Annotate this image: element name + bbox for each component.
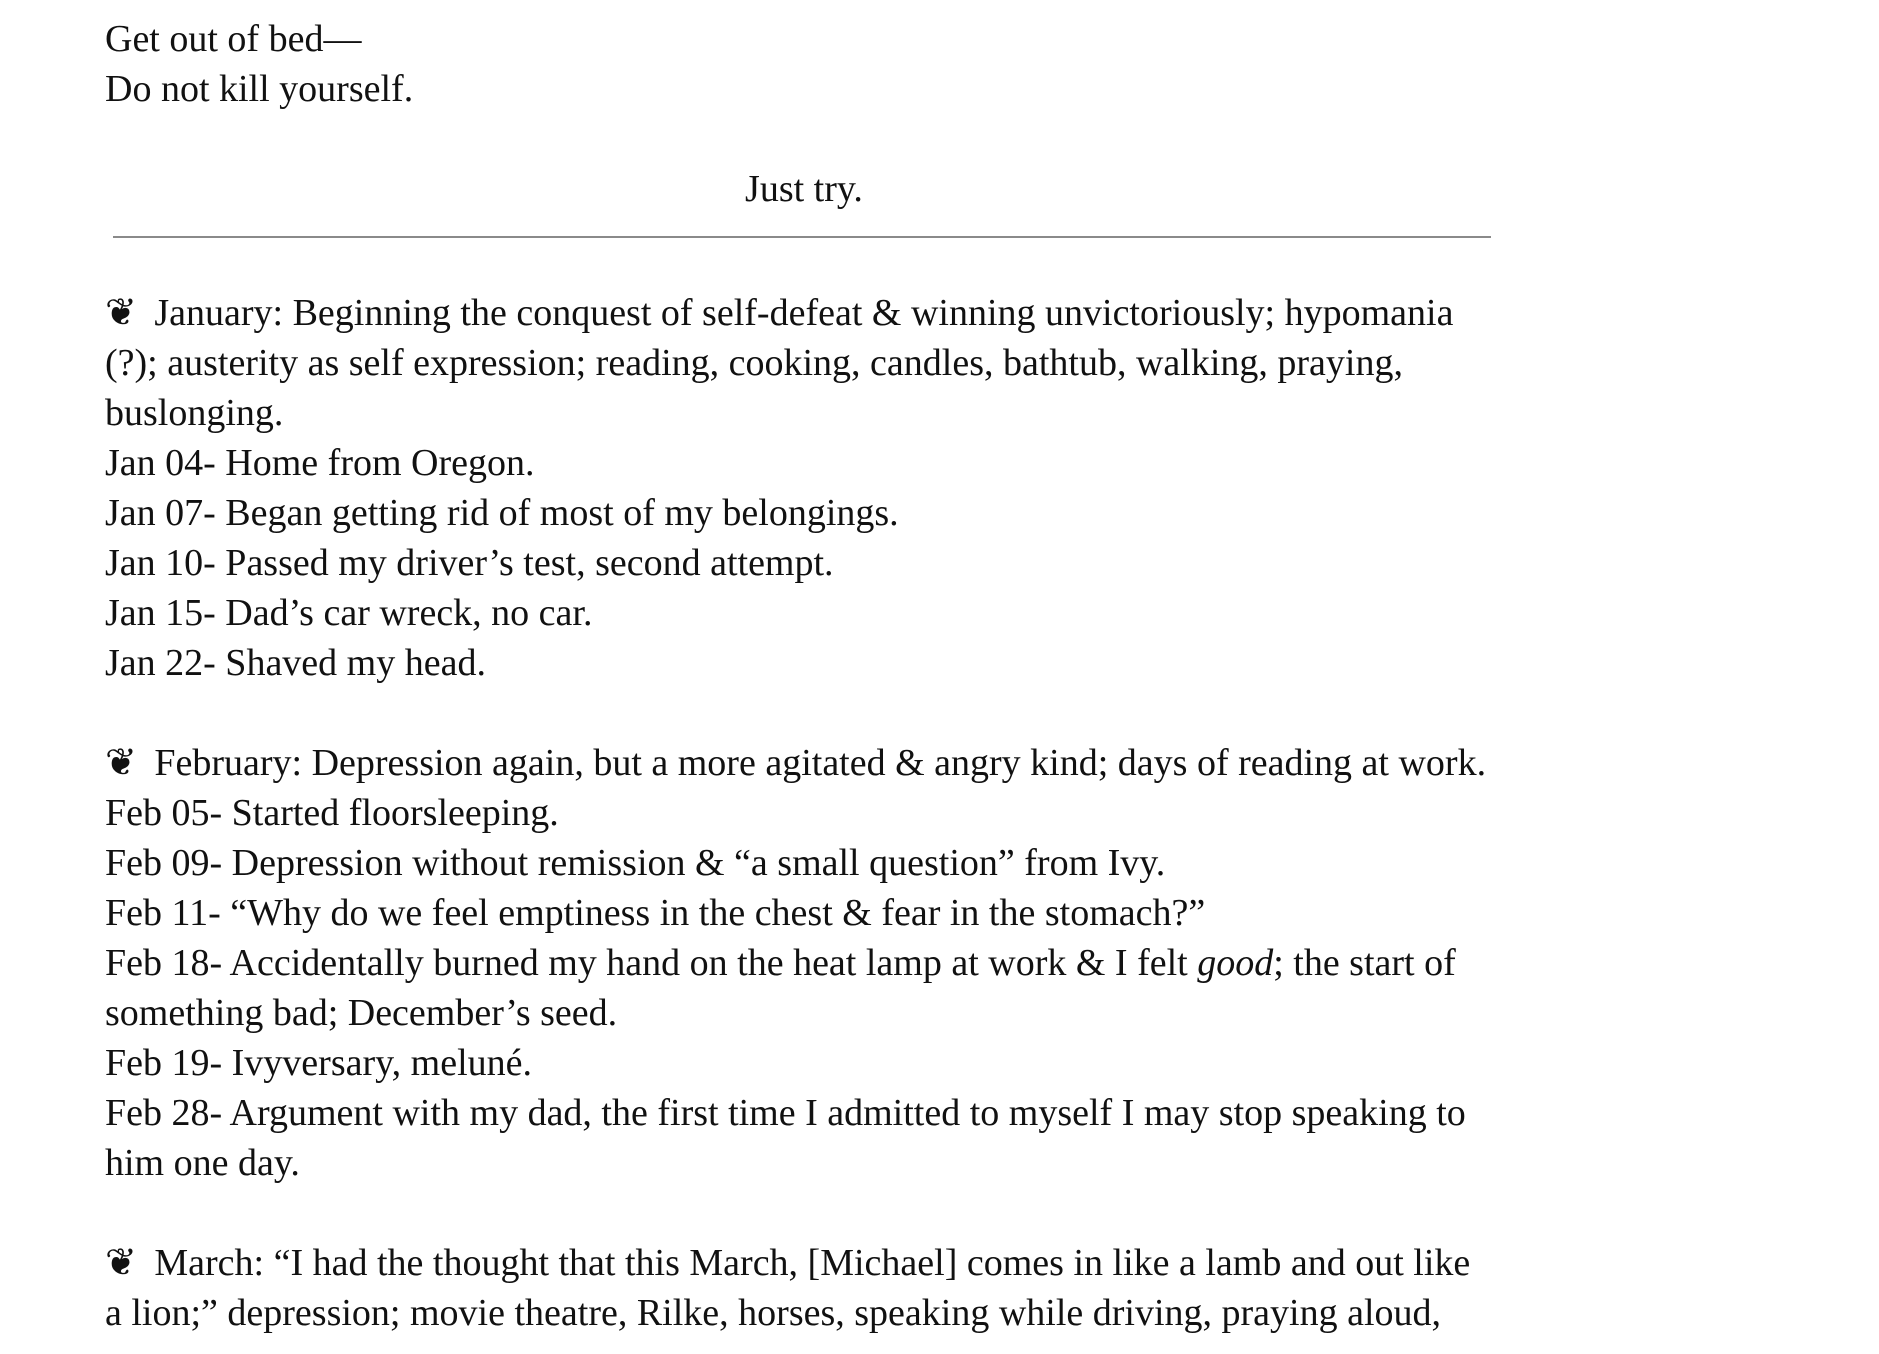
- section-february: [105, 738, 1495, 1188]
- fleuron-icon: ❦: [105, 742, 137, 784]
- section-heading: ❦ February: Depression again, but a more agitated & angry kind; days of reading at work.: [105, 738, 1495, 788]
- emphasis: good: [1197, 942, 1274, 984]
- list-item: Jan 07- Began getting rid of most of my belongings.: [105, 492, 899, 534]
- list-item: Feb 19- Ivyversary, meluné.: [105, 1042, 533, 1084]
- list-item: Jan 15- Dad’s car wreck, no car.: [105, 592, 593, 634]
- list-item: Jan 04- Home from Oregon.: [105, 442, 535, 484]
- section-march: [105, 1238, 1495, 1338]
- section-heading: ❦ March: “I had the thought that this March, [Michael] comes in like a lamb and out like a lion;” depression; movie theatre, Rilke, horses, speaking while driving, praying aloud,: [105, 1238, 1495, 1338]
- list-item: Jan 22- Shaved my head.: [105, 642, 486, 684]
- document-body: [105, 14, 1495, 1338]
- list-item: Feb 28- Argument with my dad, the first time I admitted to myself I may stop speaking to him one day.: [105, 1092, 1466, 1184]
- list-item: Jan 10- Passed my driver’s test, second attempt.: [105, 542, 834, 584]
- list-item: Feb 05- Started floorsleeping.: [105, 792, 559, 834]
- list-item: Feb 18- Accidentally burned my hand on the heat lamp at work & I felt good; the start of something bad; December’s seed.: [105, 942, 1456, 1034]
- centered-line: Just try.: [745, 168, 863, 210]
- section-january: [105, 288, 1495, 688]
- list-item: Feb 11- “Why do we feel emptiness in the chest & fear in the stomach?”: [105, 892, 1206, 934]
- section-heading: ❦ January: Beginning the conquest of self-defeat & winning unvictoriously; hypomania (?); austerity as self expression; reading, cooking, candles, bathtub, walking, praying, buslonging.: [105, 288, 1495, 438]
- fleuron-icon: ❦: [105, 1242, 137, 1284]
- intro-line-1: Get out of bed—: [105, 18, 362, 60]
- list-item: Feb 09- Depression without remission & “a small question” from Ivy.: [105, 842, 1166, 884]
- intro-line-2: Do not kill yourself.: [105, 68, 414, 110]
- fleuron-icon: ❦: [105, 292, 137, 334]
